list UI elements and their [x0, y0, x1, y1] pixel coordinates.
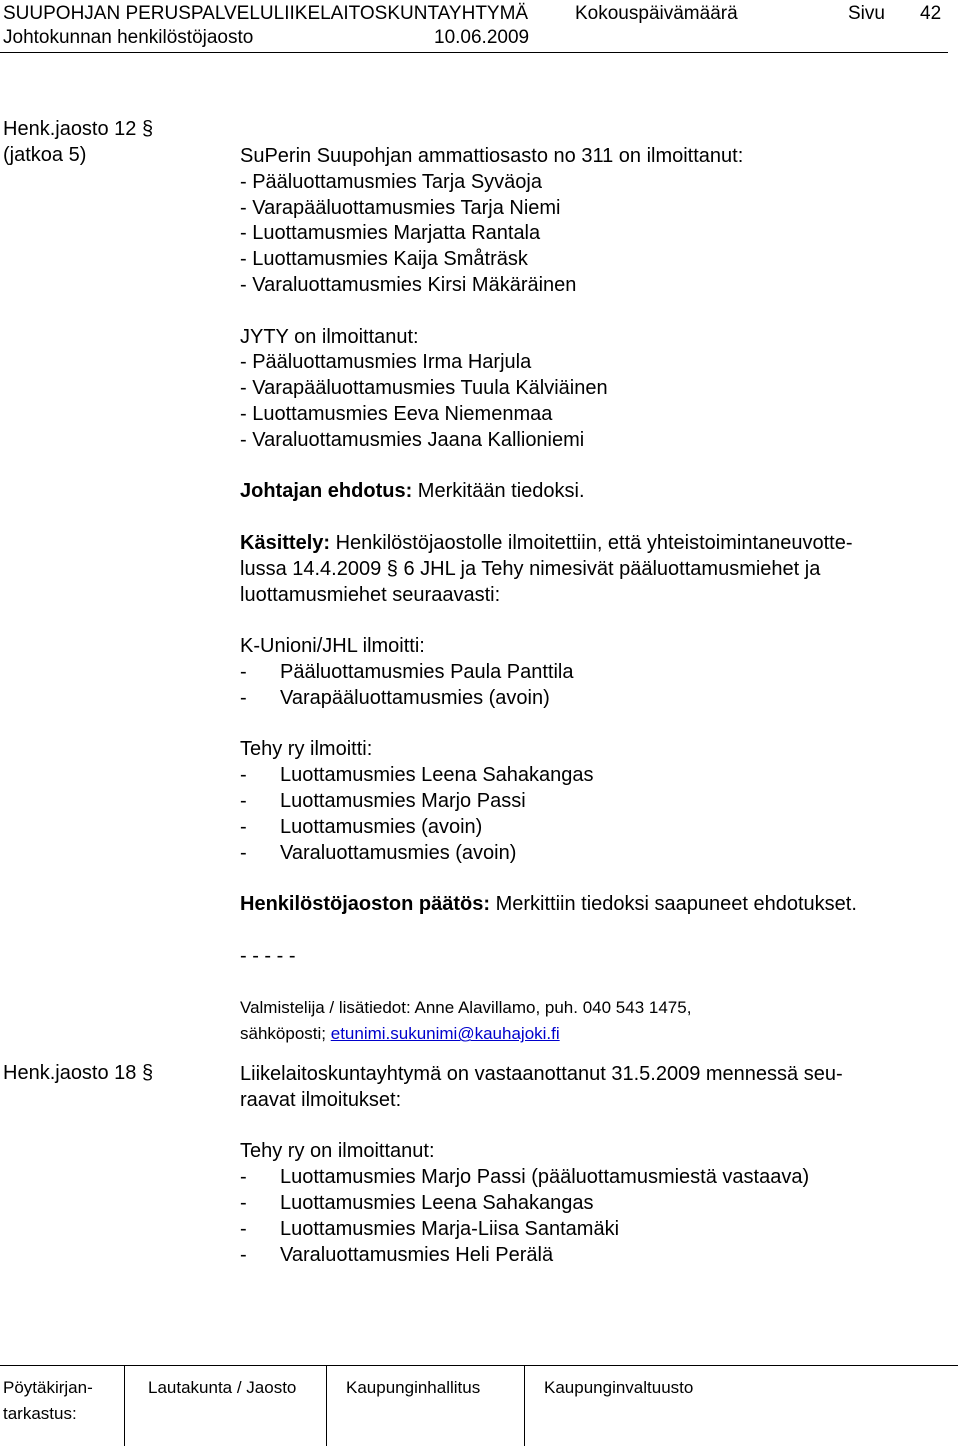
handling-label: Käsittely: [240, 531, 331, 554]
proposal-label: Johtajan ehdotus: [240, 480, 413, 503]
list-item: - Luottamusmies Eeva Niemenmaa [240, 402, 553, 425]
section-ref-12: Henk.jaosto 12 § [3, 118, 154, 140]
footer-city-board: Kaupunginhallitus [346, 1378, 481, 1397]
committee-decision [240, 892, 940, 918]
header-rule [0, 52, 948, 53]
list-item: - Luottamusmies Marjo Passi [240, 789, 526, 812]
footer-divider [326, 1366, 327, 1446]
list-item: - Luottamusmies Marjatta Rantala [240, 222, 541, 245]
list-item: - Varaluottamusmies Heli Perälä [240, 1243, 554, 1266]
section-12-content [240, 144, 940, 1047]
meeting-date: 10.06.2009 [434, 27, 530, 48]
separator: - - - - - [240, 944, 296, 967]
jyty-title: JYTY on ilmoittanut: [240, 325, 419, 348]
list-item: - Luottamusmies Leena Sahakangas [240, 764, 594, 787]
committee-name: Johtokunnan henkilöstöjaosto [3, 27, 254, 48]
list-item: - Luottamusmies Leena Sahakangas [240, 1191, 594, 1214]
page-label: Sivu [848, 3, 885, 24]
list-item: - Varapääluottamusmies Tarja Niemi [240, 196, 561, 219]
list-item: - Varaluottamusmies Jaana Kallioniemi [240, 428, 585, 451]
email-line [240, 1021, 940, 1047]
list-item: - Varapääluottamusmies (avoin) [240, 686, 550, 709]
proposal-text: Merkitään tiedoksi. [412, 480, 585, 503]
footer-rule [0, 1365, 958, 1366]
email-link[interactable]: etunimi.sukunimi@kauhajoki.fi [330, 1024, 560, 1044]
list-item: - Pääluottamusmies Irma Harjula [240, 351, 532, 374]
list-item: - Luottamusmies Marja-Liisa Santamäki [240, 1217, 620, 1240]
list-item: - Pääluottamusmies Tarja Syväoja [240, 170, 542, 193]
decision-text: Merkittiin tiedoksi saapuneet ehdotukset. [490, 893, 857, 916]
page-number: 42 [920, 3, 942, 24]
preparer-info: Valmistelija / lisätiedot: Anne Alavillamo, puh. 040 543 1475, [240, 998, 692, 1018]
footer-review-label-2: tarkastus: [3, 1404, 77, 1423]
handling-line: lussa 14.4.2009 § 6 JHL ja Tehy nimesivät pääluottamusmiehet ja [240, 557, 821, 580]
tehy-title: Tehy ry ilmoitti: [240, 738, 373, 761]
handling-text: Henkilöstöjaostolle ilmoitettiin, että yhteistoimintaneuvotte- [330, 531, 853, 554]
list-item: - Varaluottamusmies Kirsi Mäkäräinen [240, 273, 577, 296]
handling-line [240, 531, 940, 557]
list-item: - Varapääluottamusmies Tuula Kälviäinen [240, 377, 608, 400]
section-18-content [240, 1062, 940, 1268]
section-ref-18: Henk.jaosto 18 § [3, 1062, 154, 1084]
director-proposal [240, 479, 940, 505]
list-item: - Luottamusmies (avoin) [240, 815, 483, 838]
decision-label: Henkilöstöjaoston päätös: [240, 893, 491, 916]
list-item: - Luottamusmies Marjo Passi (pääluottamusmiestä vastaava) [240, 1166, 810, 1189]
footer-divider [524, 1366, 525, 1446]
tehy-title: Tehy ry on ilmoittanut: [240, 1140, 435, 1163]
organization-name: SUUPOHJAN PERUSPALVELULIIKELAITOSKUNTAYHTYMÄ [3, 3, 529, 24]
footer-committee: Lautakunta / Jaosto [148, 1378, 297, 1397]
superin-title: SuPerin Suupohjan ammattiosasto no 311 on ilmoittanut: [240, 145, 744, 167]
list-item: - Varaluottamusmies (avoin) [240, 841, 517, 864]
footer-divider [124, 1366, 125, 1446]
intro-line: Liikelaitoskuntayhtymä on vastaanottanut 31.5.2009 mennessä seu- [240, 1063, 843, 1085]
handling-line: luottamusmiehet seuraavasti: [240, 583, 501, 606]
list-item: - Pääluottamusmies Paula Panttila [240, 660, 574, 683]
intro-line: raavat ilmoitukset: [240, 1088, 402, 1111]
footer-city-council: Kaupunginvaltuusto [544, 1378, 694, 1397]
list-item: - Luottamusmies Kaija Småträsk [240, 248, 528, 271]
section-continuation: (jatkoa 5) [3, 144, 87, 166]
footer-review-label: Pöytäkirjan- [3, 1378, 93, 1397]
date-label: Kokouspäivämäärä [575, 3, 738, 24]
email-label: sähköposti; [240, 1024, 331, 1044]
kunioni-title: K-Unioni/JHL ilmoitti: [240, 635, 425, 658]
